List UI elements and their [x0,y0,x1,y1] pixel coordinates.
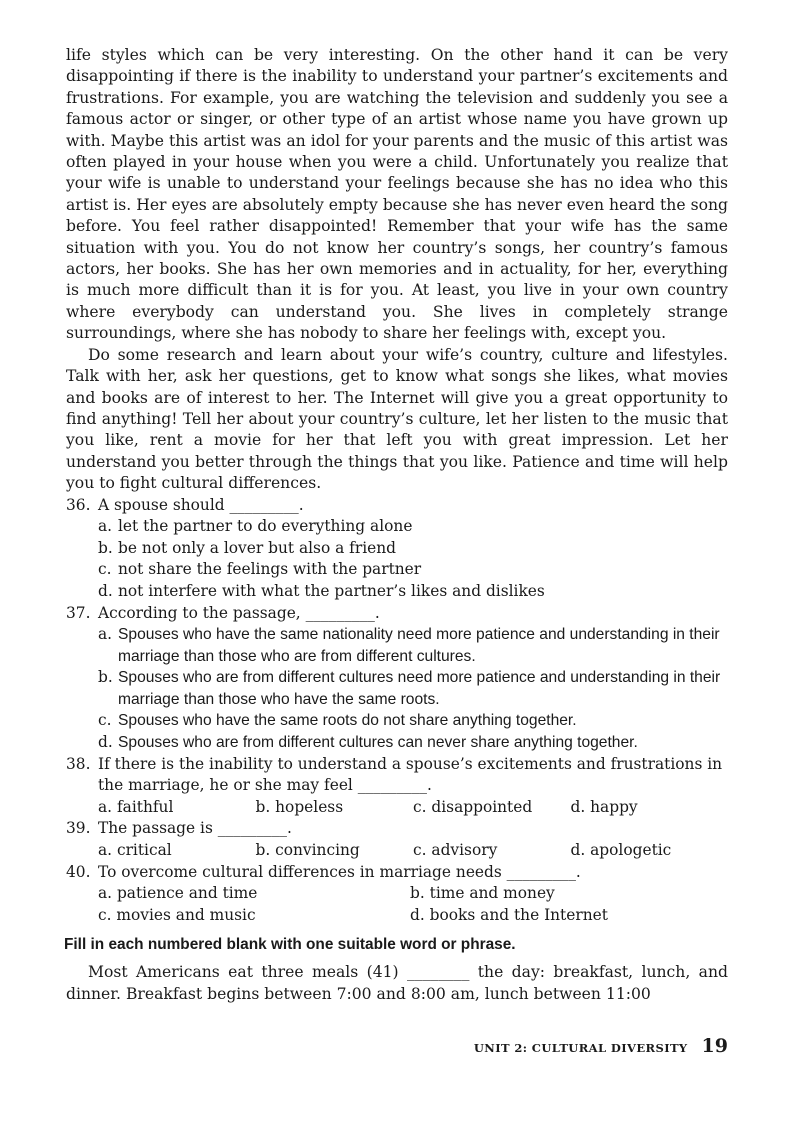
question-number: 38. [66,754,91,773]
option-a: a. critical [98,841,172,860]
option-label: b. [98,538,113,557]
question-39 [66,818,728,861]
option-label: d. [98,733,113,752]
option-text: not share the feelings with the partner [118,560,422,579]
option-text: not interfere with what the partner’s likes and dislikes [118,581,545,600]
option-text: Spouses who are from different cultures need more patience and understanding in their marriage than those who have the same roots. [118,669,721,708]
question-40 [66,862,728,927]
question-stem: If there is the inability to understand a spouse’s excitements and frustrations in the marriage, he or she may feel _________. [98,754,723,795]
option-d [66,581,728,603]
option-text: Spouses who are from different cultures can never share anything together. [118,734,638,752]
question-stem: A spouse should _________. [98,495,304,514]
option-d: d. apologetic [570,841,672,860]
option-d: d. books and the Internet [410,905,608,924]
option-b [66,538,728,560]
option-label: b. [98,668,113,687]
page-number: 19 [701,1035,728,1057]
option-b: b. convincing [255,841,360,860]
option-d: d. happy [570,797,638,816]
question-number: 40. [66,862,91,881]
question-number: 36. [66,495,91,514]
option-a: a. faithful [98,797,174,816]
section-instruction: Fill in each numbered blank with one suitable word or phrase. [64,936,516,954]
option-c [66,710,728,732]
question-36 [66,495,728,603]
page-footer [474,1035,728,1057]
option-label: c. [98,560,112,579]
option-text: let the partner to do everything alone [118,517,413,536]
options-row [66,883,728,905]
option-a [66,624,728,667]
page-content [66,45,728,1005]
option-c [66,559,728,581]
question-number: 37. [66,603,91,622]
passage-paragraph-2: Do some research and learn about your wife’s country, culture and lifestyles. Talk with her, ask her questions, get to know what songs she likes, what movies and books are of interest to her. The Internet will give you a great opportunity to find anything! Tell her about your country’s culture, let her listen to the music that you like, rent a movie for her that left you with great impression. Let her understand you better through the things that you like. Patience and time will help you to fight cultural differences. [66,345,728,493]
question-38 [66,754,728,819]
running-footer-unit: UNIT 2: CULTURAL DIVERSITY [473,1041,688,1055]
option-label: d. [98,581,113,600]
question-stem: The passage is _________. [98,819,292,838]
option-c: c. movies and music [98,905,256,924]
option-b: b. time and money [410,884,555,903]
option-label: a. [98,625,113,644]
option-text: Spouses who have the same roots do not share anything together. [118,712,577,730]
options-row [66,840,728,862]
question-37 [66,603,728,754]
option-b [66,667,728,710]
option-a [66,516,728,538]
option-label: a. [98,517,113,536]
question-stem: To overcome cultural differences in marriage needs _________. [98,862,581,881]
option-d [66,732,728,754]
question-stem: According to the passage, _________. [98,603,380,622]
options-row [66,905,728,927]
option-text: be not only a lover but also a friend [118,538,397,557]
passage-paragraph-1: life styles which can be very interesting. On the other hand it can be very disappointing if there is the inability to understand your partner’s excitements and frustrations. For example, you are watching the television and suddenly you see a famous actor or singer, or other type of an artist whose name you have grown up with. Maybe this artist was an idol for your parents and the music of this artist was often played in your house when you were a child. Unfortunately you realize that your wife is unable to understand your feelings because she has no idea who this artist is. Her eyes are absolutely empty because she has never even heard the song before. You feel rather disappointed! Remember that your wife has the same situation with you. You do not know her country’s songs, her country’s famous actors, her books. She has her own memories and in actuality, for her, everything is much more difficult than it is for you. At least, you live in your own country where everybody can understand you. She lives in completely strange surroundings, where she has nobody to share her feelings with, except you. [66,46,728,343]
option-label: c. [98,711,112,730]
option-b: b. hopeless [255,797,344,816]
option-text: Spouses who have the same nationality need more patience and understanding in their marriage than those who are from different cultures. [118,626,720,665]
option-c: c. disappointed [413,797,533,816]
option-a: a. patience and time [98,884,258,903]
question-number: 39. [66,819,91,838]
cloze-paragraph: Most Americans eat three meals (41) ________ the day: breakfast, lunch, and dinner. Breakfast begins between 7:00 and 8:00 am, lunch between 11:00 [66,963,728,1003]
option-c: c. advisory [413,841,498,860]
options-row [66,797,728,819]
